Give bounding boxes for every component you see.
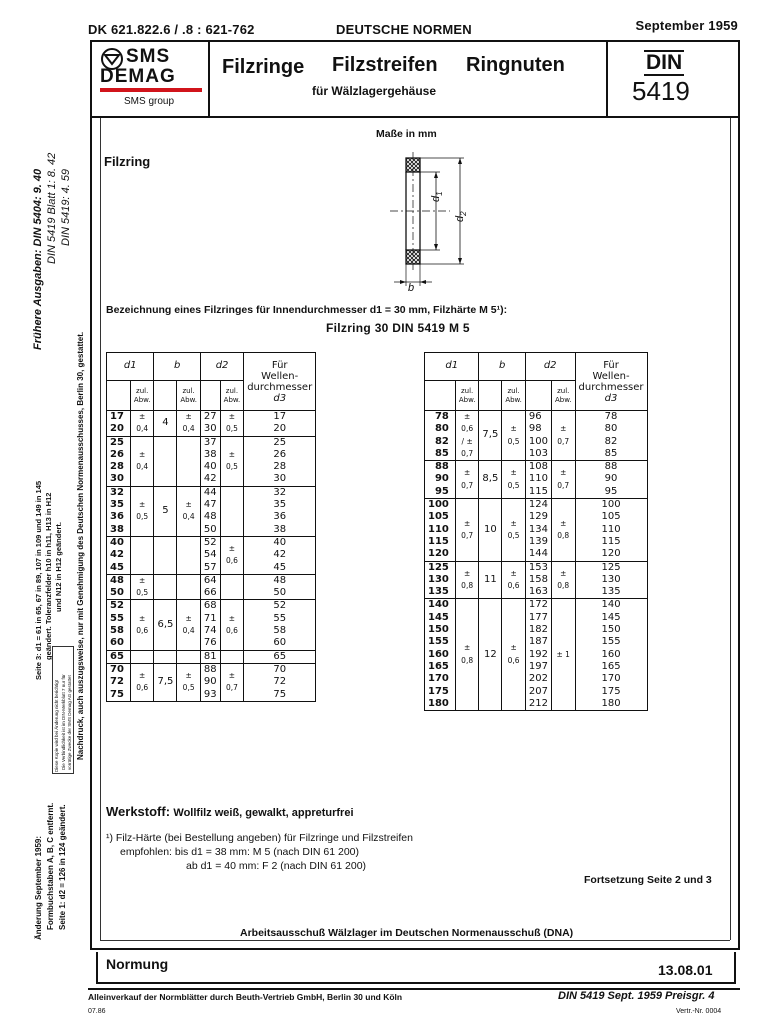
- seite3-note-3: und N12 in H12 geändert.: [54, 521, 63, 612]
- cell-d3: 95: [575, 486, 647, 499]
- cell-d1: 20: [107, 423, 131, 436]
- table-row: [425, 561, 648, 574]
- cell-d1: 42: [107, 549, 131, 561]
- cell-d3: 110: [575, 524, 647, 536]
- aenderung-2: Formbuchstaben A, B, C entfernt.: [46, 802, 55, 930]
- cell-d1tol: ± 0,6: [130, 663, 154, 701]
- title-filzstreifen: Filzstreifen: [332, 54, 438, 76]
- cell-d1: 58: [107, 625, 131, 637]
- stamp-line3: vorrätige Zwecke der SMS Demag AG gestattet: [67, 675, 72, 770]
- col-head-tolerance: zul. Abw.: [177, 381, 201, 411]
- cell-d2: 182: [525, 624, 551, 636]
- cell-d3: 80: [575, 423, 647, 435]
- aenderung-1: Änderung September 1959:: [34, 835, 43, 940]
- cell-d1: 30: [107, 473, 131, 486]
- col-head-tolerance: zul. Abw.: [130, 381, 154, 411]
- table-row: [107, 600, 316, 613]
- cell-d1tol: ± 0,4: [130, 436, 154, 486]
- cell-d3: 88: [575, 461, 647, 474]
- cell-d2: 57: [200, 562, 220, 575]
- cell-d2tol: ± 1: [551, 599, 575, 711]
- cell-btol: ± 0,5: [177, 663, 201, 701]
- dims-label: Maße in mm: [376, 128, 437, 140]
- table-row: [107, 663, 316, 676]
- logo-sms: SMS: [126, 46, 171, 67]
- designation-example: Filzring 30 DIN 5419 M 5: [326, 321, 470, 335]
- cell-d1: 55: [107, 613, 131, 625]
- cell-d1tol: [130, 650, 154, 663]
- cell-d1: 25: [107, 436, 131, 449]
- left-table: [106, 352, 316, 702]
- cell-d1: 40: [107, 536, 131, 549]
- cell-d3: 65: [244, 650, 316, 663]
- cell-d3: 55: [244, 613, 316, 625]
- table-row: [425, 599, 648, 612]
- cell-d3: 170: [575, 673, 647, 685]
- footnote-line2: empfohlen: bis d1 = 38 mm: M 5 (nach DIN 61 200): [120, 846, 359, 858]
- col-head-nominal: [154, 381, 177, 411]
- table-row: [107, 411, 316, 424]
- cell-d3: 165: [575, 661, 647, 673]
- cell-d2: 37: [200, 436, 220, 449]
- cell-d2: 124: [525, 499, 551, 512]
- cell-d1: 85: [425, 448, 456, 461]
- cell-d1: 28: [107, 461, 131, 473]
- footer-left: Alleinverkauf der Normblätter durch Beuth-Vertrieb GmbH, Berlin 30 und Köln: [88, 992, 403, 1002]
- cell-d2: 103: [525, 448, 551, 461]
- cell-d2: 44: [200, 486, 220, 499]
- cell-d2tol: ± 0,6: [220, 600, 244, 650]
- cell-d1tol: ± 0,4: [130, 411, 154, 437]
- cell-b: [154, 436, 177, 486]
- cell-btol: [177, 536, 201, 574]
- cell-d1tol: ± 0,5: [130, 574, 154, 600]
- cell-d1tol: [130, 536, 154, 574]
- col-head-tolerance: zul. Abw.: [455, 381, 479, 411]
- cell-d2: 66: [200, 587, 220, 600]
- table-row: [107, 486, 316, 499]
- dk-number: DK 621.822.6 / .8 : 621-762: [88, 22, 255, 37]
- col-head-d2: d2: [200, 353, 243, 381]
- cell-d1: 145: [425, 612, 456, 624]
- nachdruck-note: Nachdruck, auch auszugsweise, nur mit Genehmigung des Deutschen Normenausschusses, Berlin 30, gestattet.: [76, 331, 85, 760]
- col-head-d3: Für Wellen- durchmesser d3: [244, 353, 316, 411]
- cell-d2tol: ± 0,7: [551, 411, 575, 461]
- cell-d2: 172: [525, 599, 551, 612]
- cell-d2: 30: [200, 423, 220, 436]
- cell-d2: 163: [525, 586, 551, 599]
- cell-d3: 50: [244, 587, 316, 600]
- cell-d2: 27: [200, 411, 220, 424]
- cell-d3: 135: [575, 586, 647, 599]
- col-head-nominal: [425, 381, 456, 411]
- seite3-note-2: geändert. Toleranzfelder h10 in h11, H13 in H12: [44, 492, 53, 660]
- cell-d1: 140: [425, 599, 456, 612]
- cell-d2: 187: [525, 636, 551, 648]
- cell-d1: 78: [425, 411, 456, 424]
- cell-d3: 42: [244, 549, 316, 561]
- cell-d3: 130: [575, 574, 647, 586]
- cell-d2tol: ± 0,7: [551, 461, 575, 499]
- cell-d2tol: ± 0,6: [220, 536, 244, 574]
- cell-d3: 100: [575, 499, 647, 512]
- stamp-line1: Diese Kopie wird bei Änderung nicht berichtigt: [54, 679, 59, 772]
- footer-code: 07.86: [88, 1008, 106, 1015]
- cell-d3: 26: [244, 449, 316, 461]
- cell-d1tol: ± 0,6 / ± 0,7: [455, 411, 479, 461]
- cell-d1: 95: [425, 486, 456, 499]
- cell-btol: ± 0,6: [502, 599, 526, 711]
- cell-b: 5: [154, 486, 177, 536]
- cell-d2tol: [220, 574, 244, 600]
- cell-d3: 120: [575, 548, 647, 561]
- cell-d3: 40: [244, 536, 316, 549]
- cell-d3: 150: [575, 624, 647, 636]
- cell-d2: 38: [200, 449, 220, 461]
- cell-d2: 93: [200, 689, 220, 702]
- table-row: [425, 461, 648, 474]
- col-head-d3: Für Wellen- durchmesser d3: [575, 353, 647, 411]
- cell-d1tol: ± 0,7: [455, 461, 479, 499]
- cell-d3: 36: [244, 511, 316, 523]
- cell-btol: [177, 574, 201, 600]
- cell-d2: 100: [525, 436, 551, 448]
- cell-d1: 17: [107, 411, 131, 424]
- stamp-line2: Die Verbindlichkeit ist im DIN-Merkblatt 7 nur für: [61, 674, 66, 770]
- cell-d3: 45: [244, 562, 316, 575]
- footnote-line3: ab d1 = 40 mm: F 2 (nach DIN 61 200): [186, 860, 367, 872]
- din-label: DIN: [646, 51, 683, 74]
- cell-d1: 32: [107, 486, 131, 499]
- cell-d3: 30: [244, 473, 316, 486]
- cell-d2: 129: [525, 511, 551, 523]
- cell-d3: 145: [575, 612, 647, 624]
- normung-date: 13.08.01: [658, 962, 713, 978]
- cell-d1: 65: [107, 650, 131, 663]
- cell-d2tol: ± 0,5: [220, 436, 244, 486]
- cell-d2: 81: [200, 650, 220, 663]
- cell-btol: ± 0,4: [177, 411, 201, 437]
- title-filzringe: Filzringe: [222, 56, 305, 78]
- seite3-note-1: Seite 3: d1 = 61 in 65, 67 in 89, 107 in 109 und 149 in 145: [34, 480, 43, 680]
- cell-d3: 115: [575, 536, 647, 548]
- cell-d2: 50: [200, 524, 220, 537]
- col-head-nominal: [200, 381, 220, 411]
- col-head-d1: d1: [107, 353, 154, 381]
- cell-d1tol: ± 0,5: [130, 486, 154, 536]
- cell-d2: 71: [200, 613, 220, 625]
- title-ringnuten: Ringnuten: [466, 54, 565, 76]
- cell-btol: [177, 436, 201, 486]
- cell-d2: 115: [525, 486, 551, 499]
- cell-b: 8,5: [479, 461, 502, 499]
- cell-d3: 35: [244, 499, 316, 511]
- col-head-d1: d1: [425, 353, 479, 381]
- cell-d1: 180: [425, 698, 456, 711]
- sms-demag-logo: [98, 46, 204, 112]
- cell-d2tol: ± 0,8: [551, 561, 575, 599]
- cell-d1: 35: [107, 499, 131, 511]
- cell-d1: 175: [425, 686, 456, 698]
- cell-d2: 139: [525, 536, 551, 548]
- cell-d3: 52: [244, 600, 316, 613]
- cell-d3: 180: [575, 698, 647, 711]
- table-row: [107, 650, 316, 663]
- cell-d2: 202: [525, 673, 551, 685]
- cell-d1: 90: [425, 473, 456, 485]
- cell-d1: 38: [107, 524, 131, 537]
- cell-b: 4: [154, 411, 177, 437]
- cell-d2tol: ± 0,8: [551, 499, 575, 561]
- din-number: 5419: [632, 76, 690, 106]
- cell-d2: 52: [200, 536, 220, 549]
- cell-d1: 52: [107, 600, 131, 613]
- cell-d3: 175: [575, 686, 647, 698]
- cell-d2: 90: [200, 676, 220, 688]
- cell-b: 7,5: [154, 663, 177, 701]
- cell-d3: 125: [575, 561, 647, 574]
- cell-d1: 80: [425, 423, 456, 435]
- cell-d1: 60: [107, 637, 131, 650]
- cell-d1tol: ± 0,7: [455, 499, 479, 561]
- cell-d2: 40: [200, 461, 220, 473]
- designation-line: Bezeichnung eines Filzringes für Innendurchmesser d1 = 30 mm, Filzhärte M 5¹):: [106, 304, 508, 316]
- footer-vertr: Vertr.-Nr. 0004: [676, 1008, 722, 1015]
- logo-group: SMS group: [124, 96, 175, 107]
- cell-d1tol: ± 0,8: [455, 599, 479, 711]
- title-subtitle: für Wälzlagergehäuse: [312, 84, 437, 98]
- cell-btol: ± 0,5: [502, 461, 526, 499]
- fig-d1-label: $d_1$: [430, 191, 445, 202]
- cell-d2: 212: [525, 698, 551, 711]
- felt-ring-drawing: [380, 150, 480, 300]
- cell-d3: 58: [244, 625, 316, 637]
- footer-right: DIN 5419 Sept. 1959 Preisgr. 4: [558, 990, 715, 1002]
- cell-d1: 70: [107, 663, 131, 676]
- fruehere-ausgaben-2: DIN 5419 Blatt 1: 8. 42: [46, 152, 58, 264]
- cell-d2: 110: [525, 473, 551, 485]
- cell-d2: 76: [200, 637, 220, 650]
- cell-d1: 130: [425, 574, 456, 586]
- arbeitsausschuss: Arbeitsausschuß Wälzlager im Deutschen Normenausschuß (DNA): [240, 927, 574, 939]
- cell-d3: 60: [244, 637, 316, 650]
- cell-d2: 197: [525, 661, 551, 673]
- right-table: [424, 352, 648, 711]
- fig-b-label: b: [408, 282, 415, 294]
- cell-b: 7,5: [479, 411, 502, 461]
- cell-d1: 105: [425, 511, 456, 523]
- cell-b: 6,5: [154, 600, 177, 650]
- cell-d1: 135: [425, 586, 456, 599]
- table-row: [107, 436, 316, 449]
- footnote-line1: ¹) Filz-Härte (bei Bestellung angeben) für Filzringe und Filzstreifen: [106, 832, 413, 844]
- cell-d3: 140: [575, 599, 647, 612]
- cell-d1tol: ± 0,8: [455, 561, 479, 599]
- fig-d2-label: $d_2$: [454, 211, 469, 222]
- cell-d3: 32: [244, 486, 316, 499]
- cell-btol: [177, 650, 201, 663]
- col-head-tolerance: zul. Abw.: [502, 381, 526, 411]
- cell-d1: 50: [107, 587, 131, 600]
- cell-d3: 85: [575, 448, 647, 461]
- cell-d1: 170: [425, 673, 456, 685]
- cell-d2: 177: [525, 612, 551, 624]
- cell-d1: 100: [425, 499, 456, 512]
- col-head-d2: d2: [525, 353, 575, 381]
- cell-d2: 47: [200, 499, 220, 511]
- cell-d1: 75: [107, 689, 131, 702]
- cell-d3: 28: [244, 461, 316, 473]
- cell-b: [154, 536, 177, 574]
- cell-d2: 96: [525, 411, 551, 424]
- cell-d2: 42: [200, 473, 220, 486]
- col-head-tolerance: zul. Abw.: [220, 381, 244, 411]
- table-row: [107, 536, 316, 549]
- cell-d1: 110: [425, 524, 456, 536]
- cell-b: 11: [479, 561, 502, 599]
- cell-d1: 26: [107, 449, 131, 461]
- fruehere-ausgaben-1: Frühere Ausgaben: DIN 5404: 9. 40: [32, 168, 44, 350]
- normung-box: [96, 952, 736, 984]
- col-head-tolerance: zul. Abw.: [551, 381, 575, 411]
- table-row: [425, 411, 648, 424]
- cell-d3: 155: [575, 636, 647, 648]
- cell-btol: ± 0,4: [177, 600, 201, 650]
- cell-d3: 160: [575, 649, 647, 661]
- fruehere-ausgaben-3: DIN 5419: 4. 59: [60, 168, 72, 246]
- normung-label: Normung: [106, 956, 169, 972]
- cell-d2: 48: [200, 511, 220, 523]
- cell-d2: 98: [525, 423, 551, 435]
- cell-d2: 64: [200, 574, 220, 587]
- cell-d2: 54: [200, 549, 220, 561]
- cell-d2tol: [220, 650, 244, 663]
- cell-d2: 153: [525, 561, 551, 574]
- col-head-b: b: [154, 353, 200, 381]
- cell-d1: 125: [425, 561, 456, 574]
- cell-d1: 120: [425, 548, 456, 561]
- cell-d1: 88: [425, 461, 456, 474]
- cell-d2: 207: [525, 686, 551, 698]
- cell-d3: 105: [575, 511, 647, 523]
- fortsetzung: Fortsetzung Seite 2 und 3: [584, 874, 712, 886]
- cell-b: [154, 650, 177, 663]
- cell-d1: 115: [425, 536, 456, 548]
- cell-d3: 78: [575, 411, 647, 424]
- cell-d2tol: ± 0,7: [220, 663, 244, 701]
- cell-d3: 38: [244, 524, 316, 537]
- cell-d1: 45: [107, 562, 131, 575]
- cell-d2: 158: [525, 574, 551, 586]
- cell-d3: 25: [244, 436, 316, 449]
- cell-d1: 155: [425, 636, 456, 648]
- cell-btol: ± 0,5: [502, 411, 526, 461]
- cell-btol: ± 0,4: [177, 486, 201, 536]
- cell-d2tol: [220, 486, 244, 536]
- cell-d1: 165: [425, 661, 456, 673]
- issue-date: September 1959: [635, 18, 738, 33]
- section-filzring: Filzring: [104, 154, 151, 169]
- cell-d2: 68: [200, 600, 220, 613]
- table-row: [107, 574, 316, 587]
- cell-d1: 48: [107, 574, 131, 587]
- aenderung-3: Seite 1: d2 = 126 in 124 geändert.: [58, 804, 67, 930]
- col-head-nominal: [479, 381, 502, 411]
- cell-d3: 90: [575, 473, 647, 485]
- logo-demag: DEMAG: [100, 66, 176, 87]
- cell-d1: 36: [107, 511, 131, 523]
- cell-d2: 144: [525, 548, 551, 561]
- cell-d1tol: ± 0,6: [130, 600, 154, 650]
- col-head-b: b: [479, 353, 525, 381]
- cell-d2tol: ± 0,5: [220, 411, 244, 437]
- cell-d3: 17: [244, 411, 316, 424]
- col-head-nominal: [107, 381, 131, 411]
- cell-btol: ± 0,6: [502, 561, 526, 599]
- cell-d3: 70: [244, 663, 316, 676]
- cell-d3: 48: [244, 574, 316, 587]
- table-row: [425, 499, 648, 512]
- cell-d1: 150: [425, 624, 456, 636]
- cell-b: [154, 574, 177, 600]
- cell-d3: 20: [244, 423, 316, 436]
- cell-d2: 108: [525, 461, 551, 474]
- cell-btol: ± 0,5: [502, 499, 526, 561]
- col-head-nominal: [525, 381, 551, 411]
- cell-d1: 160: [425, 649, 456, 661]
- cell-d2: 74: [200, 625, 220, 637]
- cell-d3: 72: [244, 676, 316, 688]
- cell-d3: 82: [575, 436, 647, 448]
- deutsche-normen: DEUTSCHE NORMEN: [336, 22, 472, 37]
- cell-d2: 88: [200, 663, 220, 676]
- cell-d1: 72: [107, 676, 131, 688]
- cell-b: 10: [479, 499, 502, 561]
- cell-d2: 134: [525, 524, 551, 536]
- cell-d3: 75: [244, 689, 316, 702]
- cell-b: 12: [479, 599, 502, 711]
- logo-red-bar: [100, 88, 202, 92]
- cell-d2: 192: [525, 649, 551, 661]
- werkstoff: Werkstoff: Wollfilz weiß, gewalkt, appreturfrei: [106, 804, 354, 819]
- cell-d1: 82: [425, 436, 456, 448]
